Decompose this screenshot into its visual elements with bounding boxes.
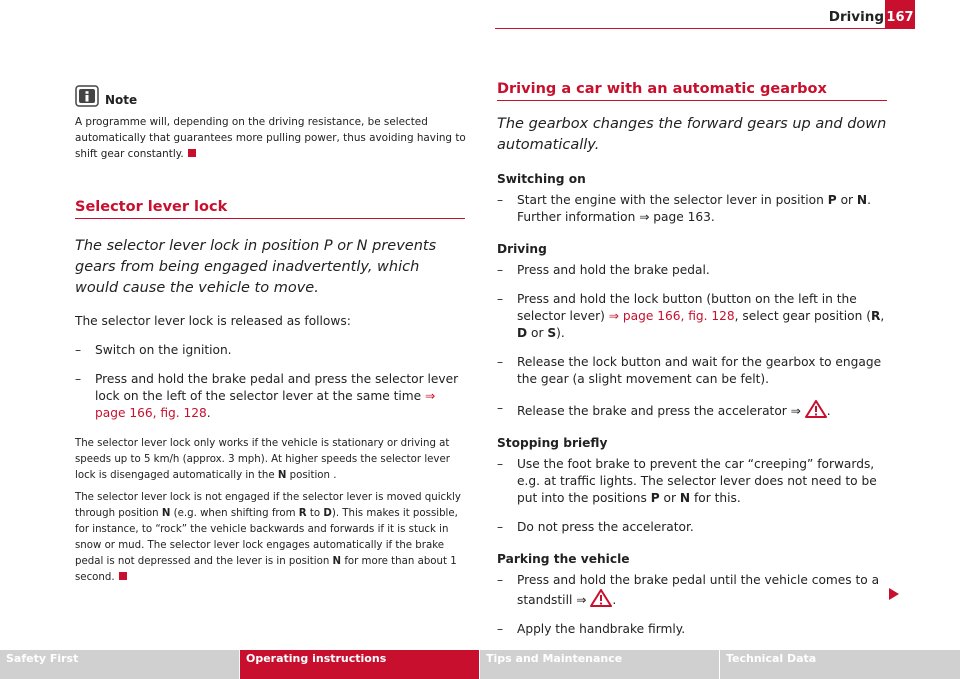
section-title-automatic: Driving a car with an automatic gearbox <box>497 81 887 101</box>
page-reference-link[interactable]: ⇒ page 166, fig. 128 <box>95 389 436 420</box>
automatic-lead: The gearbox changes the forward gears up and down automatically. <box>497 116 887 153</box>
list-item: – Do not press the accelerator. <box>497 520 694 534</box>
warning-triangle-icon[interactable] <box>590 589 612 607</box>
warning-triangle-icon[interactable] <box>805 400 827 418</box>
list-item: – Press and hold the brake pedal. <box>497 263 710 277</box>
list-item: – Switch on the ignition. <box>75 343 232 357</box>
subhead-switching-on: Switching on <box>497 172 586 186</box>
note-block <box>75 85 467 162</box>
note-icon <box>75 85 99 107</box>
page-reference-link[interactable]: ⇒ page 163. <box>639 210 715 224</box>
selector-lock-paragraph-1: The selector lever lock only works if the vehicle is stationary or driving at speeds up to 5 km/h (approx. 3 mph). At higher speeds the selector lever lock is disengaged automatically in the N position . <box>75 438 450 481</box>
list-item: – Release the lock button and wait for the gearbox to engage the gear (a slight movement can be felt). <box>497 355 882 386</box>
list-item: – Press and hold the lock button (button on the left in the selector lever) ⇒ page 166, fig. 128, select gear position (R, D or S). <box>497 292 885 340</box>
selector-lock-paragraph-2: The selector lever lock is not engaged if the selector lever is moved quickly through position N (e.g. when shifting from R to D). This makes it possible, for instance, to “rock” the vehicle backwards and forwards if it is stuck in snow or mud. The selector lever lock engages automatically if the brake pedal is not depressed and the lever is in position N for more than about 1 second. <box>75 492 461 583</box>
next-page-arrow-icon[interactable] <box>888 588 900 600</box>
note-label: Note <box>105 93 138 107</box>
selector-lock-section <box>75 199 465 586</box>
page-number: 167 <box>885 0 915 29</box>
footer-nav <box>0 650 960 679</box>
list-item: – Press and hold the brake pedal and press the selector lever lock on the left of the selector lever at the same time ⇒ page 166, fig. 128. <box>75 372 459 420</box>
chapter-title: Driving <box>828 9 884 25</box>
end-mark-icon <box>119 572 127 580</box>
tab-technical-data[interactable]: Technical Data <box>720 650 960 679</box>
tab-tips-and-maintenance[interactable]: Tips and Maintenance <box>480 650 719 679</box>
subhead-parking: Parking the vehicle <box>497 552 630 566</box>
section-title-selector-lock: Selector lever lock <box>75 199 465 219</box>
list-item: – Use the foot brake to prevent the car “creeping” forwards, e.g. at traffic lights. The selector lever does not need to be put into the positions P or N for this. <box>497 457 877 505</box>
selector-lock-intro: The selector lever lock is released as follows: <box>75 314 351 328</box>
subhead-stopping: Stopping briefly <box>497 436 608 450</box>
page-reference-link[interactable]: ⇒ page 166, fig. 128 <box>608 309 735 323</box>
list-item: – Start the engine with the selector lever in position P or N. Further information ⇒ page 163. <box>497 193 871 224</box>
header-rule <box>495 28 915 29</box>
list-item: – Press and hold the brake pedal until the vehicle comes to a standstill ⇒ . <box>497 573 880 607</box>
subhead-driving: Driving <box>497 242 547 256</box>
tab-operating-instructions[interactable]: Operating instructions <box>240 650 479 679</box>
page-header <box>0 0 960 32</box>
automatic-gearbox-section <box>497 81 887 638</box>
end-mark-icon <box>188 149 196 157</box>
note-text: A programme will, depending on the driving resistance, be selected automatically that guarantees more pulling power, thus avoiding having to shift gear constantly. <box>75 116 466 160</box>
list-item: – Release the brake and press the accelerator ⇒ . <box>497 401 831 418</box>
list-item: – Apply the handbrake firmly. <box>497 622 686 636</box>
selector-lock-lead: The selector lever lock in position P or N prevents gears from being engaged inadvertently, which would cause the vehicle to move. <box>75 238 437 296</box>
tab-safety-first[interactable]: Safety First <box>0 650 239 679</box>
